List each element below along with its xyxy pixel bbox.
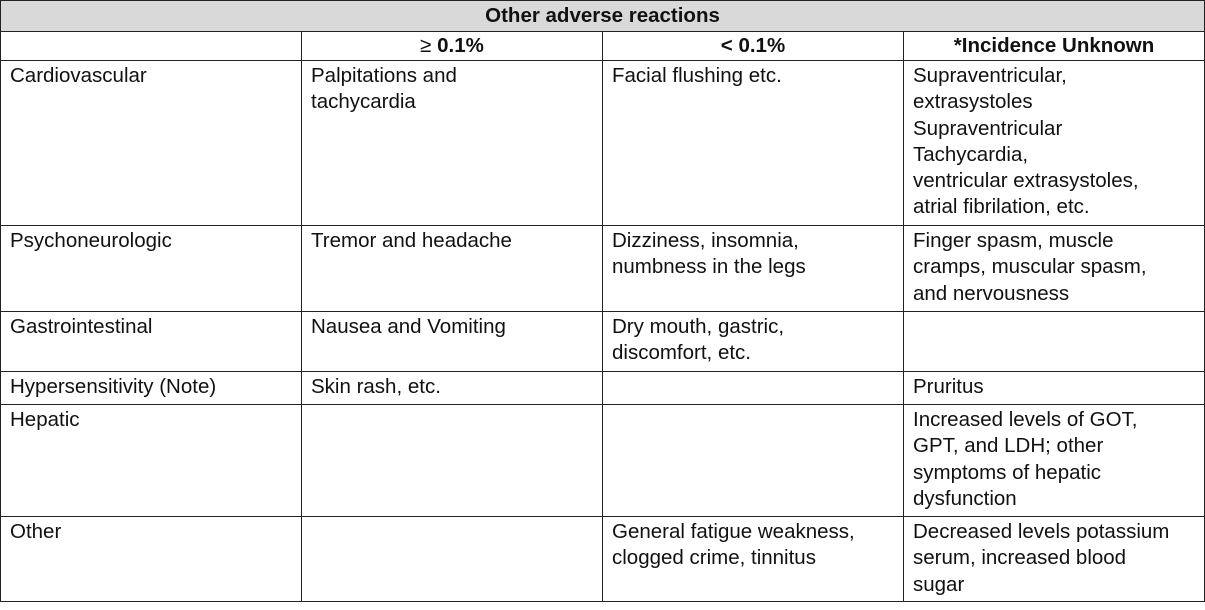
row-unknown-cell: Decreased levels potassium serum, increased blood sugar: [904, 517, 1205, 602]
table-row: [1, 372, 1205, 405]
table-title-row: [1, 1, 1205, 32]
row-ge-cell: Tremor and headache: [302, 226, 603, 312]
row-unknown-cell: Increased levels of GOT, GPT, and LDH; other symptoms of hepatic dysfunction: [904, 405, 1205, 517]
row-category-cell: Hepatic: [1, 405, 302, 517]
table-title: Other adverse reactions: [1, 1, 1205, 32]
row-lt-cell: Dizziness, insomnia, numbness in the legs: [603, 226, 904, 312]
column-header-ge-0-1: ≥ 0.1%: [302, 32, 603, 61]
row-category-cell: Other: [1, 517, 302, 602]
row-unknown-cell: Pruritus: [904, 372, 1205, 405]
row-lt-cell: [603, 372, 904, 405]
row-ge-cell: Palpitations and tachycardia: [302, 61, 603, 226]
row-ge-cell: Nausea and Vomiting: [302, 312, 603, 372]
column-header-category: [1, 32, 302, 61]
table-row: [1, 312, 1205, 372]
row-unknown-cell: Finger spasm, muscle cramps, muscular spasm, and nervousness: [904, 226, 1205, 312]
column-header-unknown: *Incidence Unknown: [904, 32, 1205, 61]
row-lt-cell: Dry mouth, gastric, discomfort, etc.: [603, 312, 904, 372]
table-row: [1, 61, 1205, 226]
row-lt-cell: Facial flushing etc.: [603, 61, 904, 226]
row-category-cell: Hypersensitivity (Note): [1, 372, 302, 405]
table-row: [1, 405, 1205, 517]
column-header-row: [1, 32, 1205, 61]
row-lt-cell: [603, 405, 904, 517]
row-ge-cell: [302, 405, 603, 517]
table-row: [1, 517, 1205, 602]
row-unknown-cell: [904, 312, 1205, 372]
row-ge-cell: [302, 517, 603, 602]
row-category-cell: Cardiovascular: [1, 61, 302, 226]
row-unknown-cell: Supraventricular, extrasystoles Supraventricular Tachycardia, ventricular extrasystoles, atrial fibrilation, etc.: [904, 61, 1205, 226]
table-row: [1, 226, 1205, 312]
row-category-cell: Gastrointestinal: [1, 312, 302, 372]
row-category-cell: Psychoneurologic: [1, 226, 302, 312]
column-header-lt-0-1: < 0.1%: [603, 32, 904, 61]
row-lt-cell: General fatigue weakness, clogged crime, tinnitus: [603, 517, 904, 602]
row-ge-cell: Skin rash, etc.: [302, 372, 603, 405]
